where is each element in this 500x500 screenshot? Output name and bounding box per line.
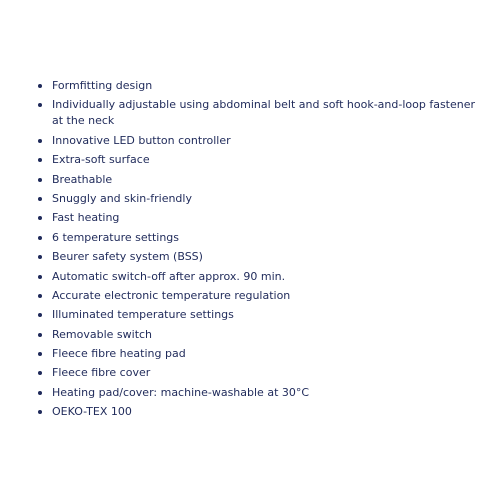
feature-text: Fleece fibre cover [52,366,151,380]
bullet-icon [38,294,42,298]
list-item [38,172,478,188]
bullet-icon [38,352,42,356]
bullet-icon [38,333,42,337]
feature-text: Removable switch [52,327,153,341]
bullet-icon [38,84,42,88]
feature-text: Fleece fibre heating pad [52,347,186,361]
list-item [38,133,478,149]
bullet-icon [38,255,42,259]
list-item [38,288,478,304]
bullet-icon [38,103,42,107]
feature-text: Illuminated temperature settings [52,308,234,322]
feature-text: 6 temperature settings [52,230,179,244]
list-item [38,385,478,401]
feature-text: Individually adjustable using abdominal belt and soft hook-and-loop fastener at the neck [52,98,476,128]
list-item [38,97,478,129]
bullet-icon [38,371,42,375]
list-item [38,152,478,168]
bullet-icon [38,216,42,220]
bullet-icon [38,410,42,414]
feature-list [38,78,478,424]
list-item [38,249,478,265]
feature-text: Automatic switch-off after approx. 90 min. [52,269,286,283]
list-item [38,210,478,226]
feature-text: OEKO-TEX 100 [52,405,132,419]
feature-text: Breathable [52,172,113,186]
feature-text: Formfitting design [52,79,153,92]
list-item [38,346,478,362]
feature-text: Extra-soft surface [52,153,150,167]
bullet-icon [38,178,42,182]
bullet-icon [38,275,42,279]
feature-text: Fast heating [52,211,120,225]
list-item [38,78,478,94]
bullet-icon [38,236,42,240]
bullet-icon [38,158,42,162]
bullet-icon [38,313,42,317]
feature-text: Accurate electronic temperature regulation [52,288,291,302]
feature-text: Heating pad/cover: machine-washable at 30°C [52,385,310,399]
bullet-icon [38,391,42,395]
list-item [38,327,478,343]
list-item [38,230,478,246]
list-item [38,269,478,285]
bullet-icon [38,197,42,201]
feature-text: Beurer safety system (BSS) [52,250,203,264]
list-item [38,365,478,381]
list-item [38,191,478,207]
feature-text: Innovative LED button controller [52,133,231,147]
list-item [38,404,478,420]
list-item [38,307,478,323]
bullet-icon [38,139,42,143]
feature-text: Snuggly and skin-friendly [52,191,192,205]
